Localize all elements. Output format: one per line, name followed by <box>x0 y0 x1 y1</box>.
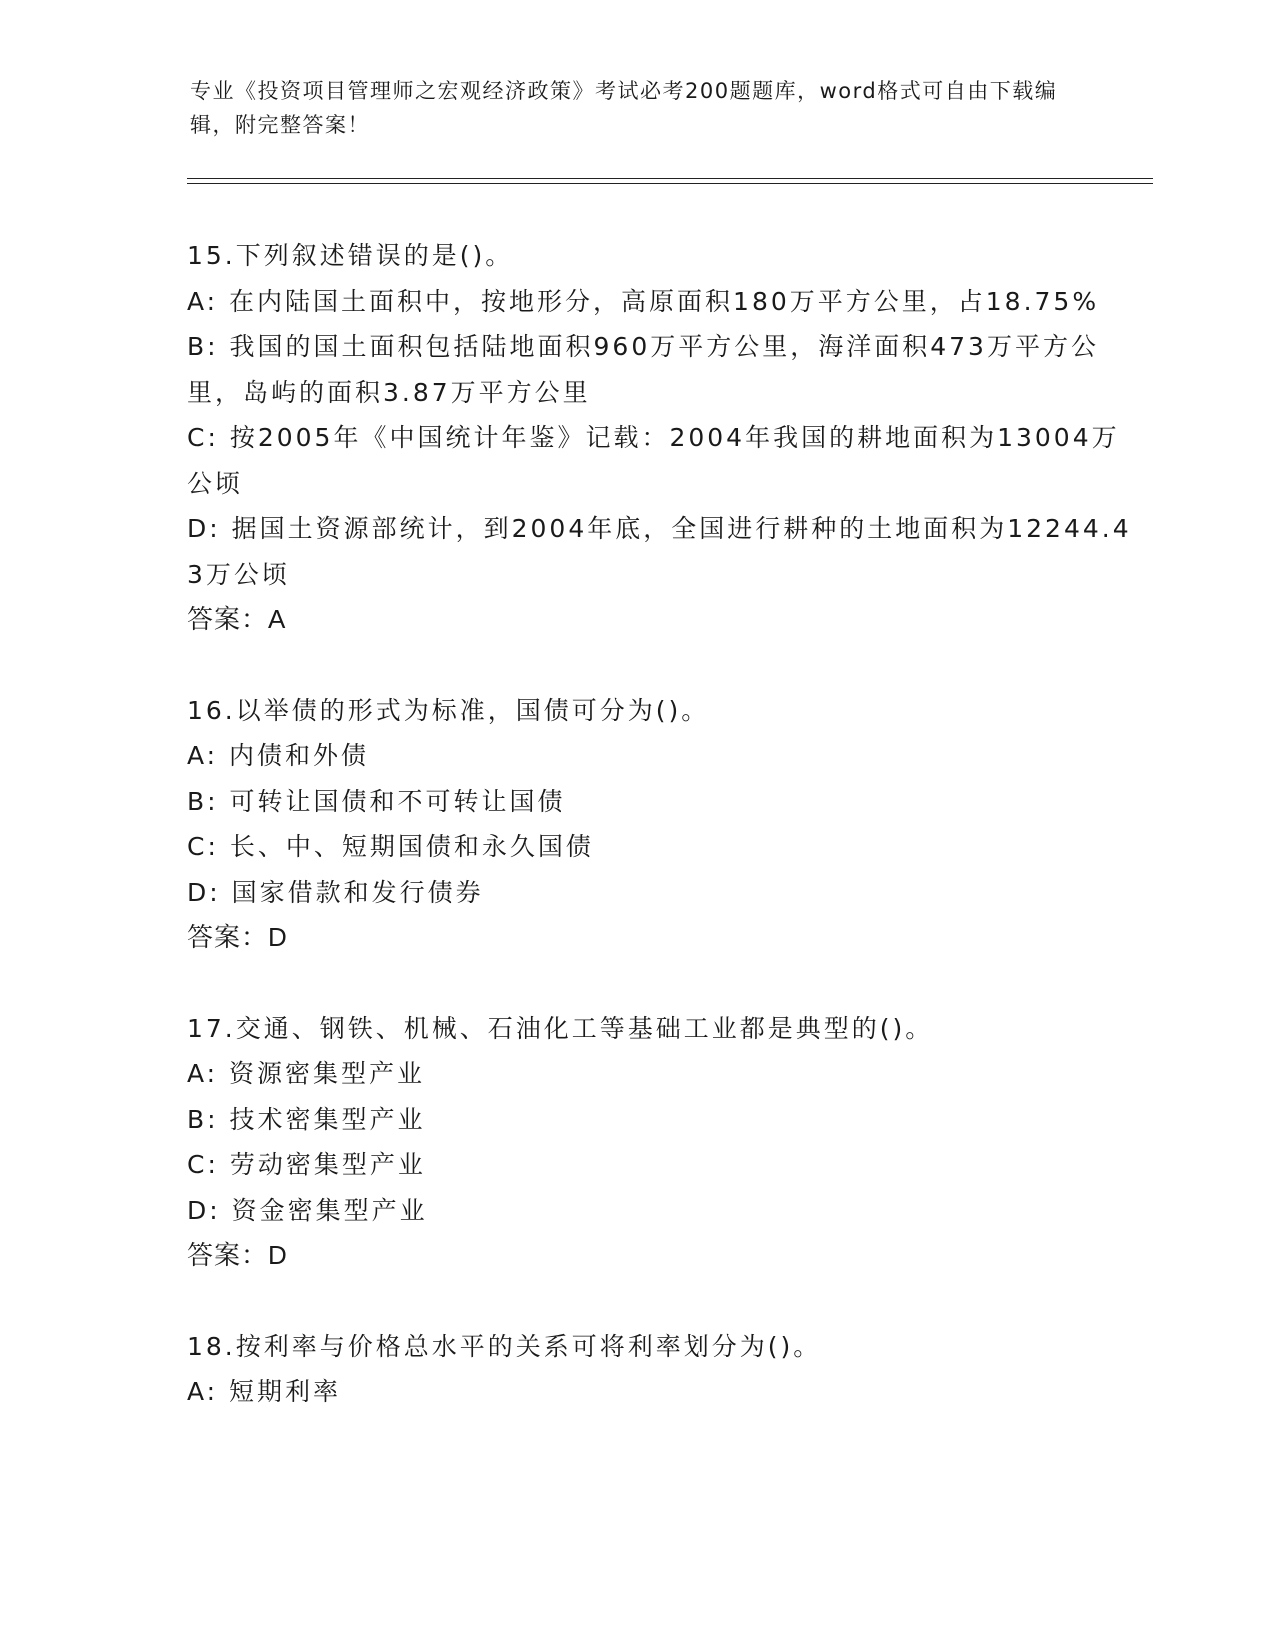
option-c: C: 长、中、短期国债和永久国债 <box>187 832 594 861</box>
question-list <box>187 233 1147 1460</box>
option-c: C: 按2005年《中国统计年鉴》记载：2004年我国的耕地面积为13004万公顷 <box>187 423 1120 498</box>
question-stem: 17.交通、钢铁、机械、石油化工等基础工业都是典型的()。 <box>187 1013 934 1043</box>
question-15 <box>187 233 1147 643</box>
answer: 答案：D <box>187 922 288 952</box>
question-16 <box>187 688 1147 961</box>
option-a: A: 资源密集型产业 <box>187 1059 426 1088</box>
question-stem: 18.按利率与价格总水平的关系可将利率划分为()。 <box>187 1331 822 1361</box>
option-b: B: 技术密集型产业 <box>187 1104 426 1134</box>
header-divider-bottom <box>187 183 1153 184</box>
header-divider-top <box>187 178 1153 179</box>
answer: 答案：D <box>187 1240 288 1270</box>
option-a: A: 在内陆国土面积中，按地形分，高原面积180万平方公里，占18.75% <box>187 286 1100 316</box>
option-b: B: 可转让国债和不可转让国债 <box>187 786 566 816</box>
option-d: D: 资金密集型产业 <box>187 1195 428 1225</box>
question-stem: 16.以举债的形式为标准，国债可分为()。 <box>187 695 710 725</box>
document-header: 专业《投资项目管理师之宏观经济政策》考试必考200题题库，word格式可自由下载编辑，附完整答案！ <box>190 79 1058 137</box>
option-a: A: 短期利率 <box>187 1377 342 1406</box>
option-d: D: 国家借款和发行债券 <box>187 877 484 907</box>
option-b: B: 我国的国土面积包括陆地面积960万平方公里，海洋面积473万平方公里，岛屿的面积3.87万平方公里 <box>187 332 1099 407</box>
option-c: C: 劳动密集型产业 <box>187 1150 426 1179</box>
question-stem: 15.下列叙述错误的是()。 <box>187 241 514 270</box>
question-18 <box>187 1324 1147 1415</box>
option-d: D: 据国土资源部统计，到2004年底，全国进行耕种的土地面积为12244.43万公顷 <box>187 514 1132 589</box>
answer: 答案：A <box>187 604 287 634</box>
question-17 <box>187 1006 1147 1279</box>
option-a: A: 内债和外债 <box>187 741 370 770</box>
